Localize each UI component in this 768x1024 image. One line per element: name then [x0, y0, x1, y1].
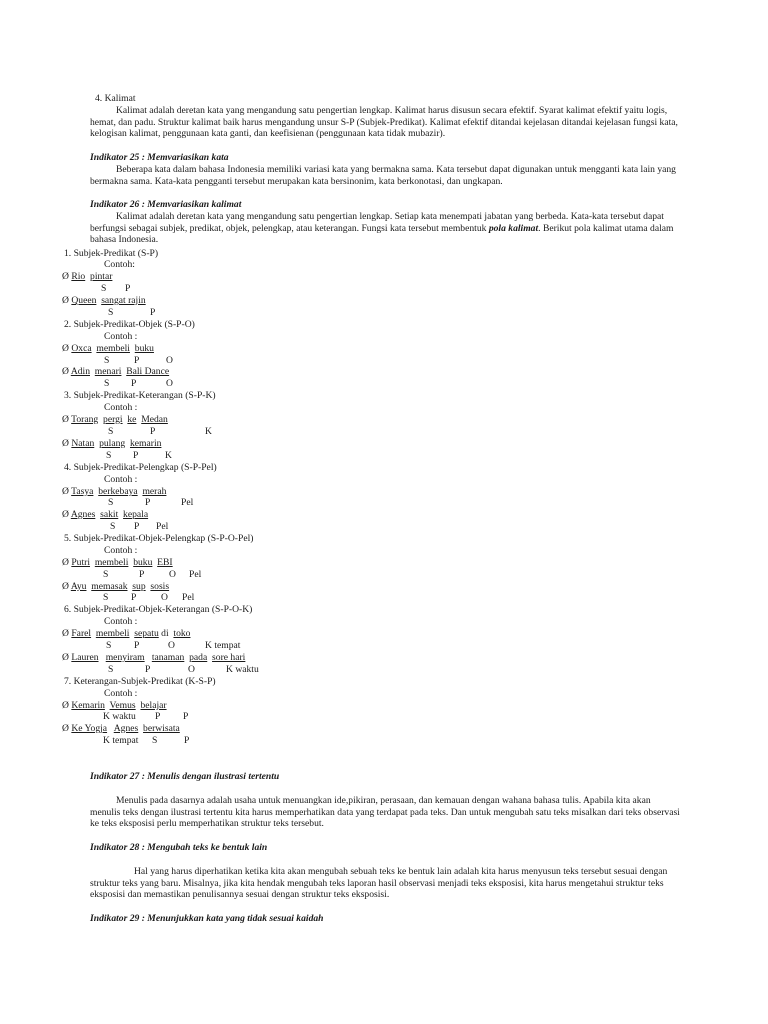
example-word: Torang: [71, 414, 99, 425]
label-p: P: [134, 355, 140, 366]
label-p: P: [155, 711, 161, 722]
bullet-icon: Ø: [62, 366, 69, 377]
bullet-icon: Ø: [62, 557, 69, 568]
bullet-icon: Ø: [62, 438, 69, 449]
bullet-icon: Ø: [62, 723, 69, 734]
example-word: tanaman: [151, 652, 185, 663]
label-s: S: [103, 569, 109, 580]
example-row: [62, 438, 161, 450]
bullet-icon: Ø: [62, 295, 69, 306]
example-word: menari: [94, 366, 122, 377]
example-word: Vemus: [109, 700, 136, 711]
example-row: [62, 557, 173, 569]
contoh-label: Contoh :: [104, 616, 138, 627]
label-o: O: [169, 569, 176, 580]
paragraph-text-a: Kalimat adalah deretan kata yang mengandung satu pengertian lengkap. Setiap kata menempati jabatan yang berbeda. Kata-kata tersebut dapat berfungsi sebagai subjek, predikat, objek, pelengkap, atau keterangan. Fungsi kata tersebut membentuk: [90, 211, 664, 234]
contoh-label: Contoh :: [104, 402, 138, 413]
label-s: S: [106, 640, 112, 651]
example-word: buku: [134, 343, 154, 354]
indikator-27-paragraph: Menulis pada dasarnya adalah usaha untuk menuangkan ide,pikiran, perasaan, dan kemauan dengan wahana bahasa tulis. Apabila kita akan menulis teks dengan ilustrasi tertentu kita harus memperhatikan data yang terdapat pada teks. Dan untuk mengubah satu teks misalkan dari teks observasi ke teks eksposisi perlu memperhatikan struktur teks tersebut.: [90, 795, 680, 830]
contoh-label: Contoh :: [104, 474, 138, 485]
indikator-25-title: Indikator 25 : Memvariasikan kata: [90, 152, 229, 163]
indikator-25-paragraph: Beberapa kata dalam bahasa Indonesia memiliki variasi kata yang bermakna sama. Kata tersebut dapat digunakan untuk mengganti kata lain yang bermakna sama. Kata-kata pengganti tersebut merupakan kata bersinonim, kata berkonotasi, dan ungkapan.: [90, 164, 676, 187]
example-row: [62, 271, 112, 283]
label-s: S: [108, 497, 114, 508]
label-p: P: [131, 592, 137, 603]
example-word: kepala: [123, 509, 149, 520]
example-word: Lauren: [71, 652, 99, 663]
label-s: S: [104, 378, 110, 389]
example-word: Ayu: [70, 581, 87, 592]
example-word: Kemarin: [71, 700, 105, 711]
contoh-label: Contoh :: [104, 545, 138, 556]
label-p: P: [183, 711, 189, 722]
example-row: [62, 652, 245, 664]
example-word: sosis: [150, 581, 170, 592]
example-word: buku: [133, 557, 153, 568]
indikator-27-title: Indikator 27 : Menulis dengan ilustrasi tertentu: [90, 771, 280, 782]
label-s: S: [108, 426, 114, 437]
label-o: O: [166, 378, 173, 389]
indikator-29-title: Indikator 29 : Menunjukkan kata yang tidak sesuai kaidah: [90, 913, 324, 924]
example-word: sup: [132, 581, 146, 592]
example-word: Rio: [71, 271, 86, 282]
pattern-4-heading: 4. Subjek-Predikat-Pelengkap (S-P-Pel): [64, 462, 217, 473]
label-p: P: [133, 450, 139, 461]
label-p: P: [134, 640, 140, 651]
label-o: O: [166, 355, 173, 366]
example-row: [62, 581, 169, 593]
label-p: P: [150, 426, 156, 437]
example-word: memasak: [91, 581, 128, 592]
indikator-28-title: Indikator 28 : Mengubah teks ke bentuk lain: [90, 842, 268, 853]
example-row: [62, 509, 148, 521]
label-s: S: [108, 664, 114, 675]
label-o: O: [188, 664, 195, 675]
example-word: membeli: [95, 628, 130, 639]
pola-kalimat-emphasis: pola kalimat: [488, 222, 539, 234]
example-word: membeli: [94, 557, 129, 568]
example-word: EBI: [157, 557, 173, 568]
example-row: [62, 628, 190, 640]
example-row: [62, 723, 180, 735]
example-word: ke: [127, 414, 137, 425]
bullet-icon: Ø: [62, 700, 69, 711]
label-p: P: [125, 283, 131, 294]
label-s: S: [101, 283, 107, 294]
paragraph-kalimat: Kalimat adalah deretan kata yang mengandung satu pengertian lengkap. Kalimat harus disusun secara efektif. Syarat kalimat efektif yaitu logis, hemat, dan padu. Struktur kalimat baik harus mengandung unsur S-P (Subjek-Predikat). Kalimat efektif ditandai kejelasan ditandai kejelasan fungsi kata, kelogisan kalimat, penggunaan kata ganti, dan keefisienan (penggunaan kata tidak mubazir).: [90, 105, 678, 140]
bullet-icon: Ø: [62, 628, 69, 639]
example-row: [62, 700, 167, 712]
indikator-26-paragraph: [90, 211, 680, 246]
bullet-icon: Ø: [62, 652, 69, 663]
label-k-tempat: K tempat: [103, 735, 139, 746]
example-row: [62, 414, 168, 426]
label-p: P: [150, 307, 156, 318]
example-word: Ke Yogja: [71, 723, 108, 734]
paragraph-text-b: . Berikut pola kalimat utama dalam bahasa Indonesia.: [90, 222, 674, 246]
example-word: belajar: [140, 700, 167, 711]
example-word: pada: [189, 652, 208, 663]
example-word: membeli: [96, 343, 130, 354]
label-p: P: [145, 664, 151, 675]
label-k: K: [165, 450, 172, 461]
contoh-label: Contoh :: [104, 331, 138, 342]
example-word: kemarin: [129, 438, 162, 449]
example-word: Bali Dance: [126, 366, 170, 377]
label-k: K: [205, 426, 212, 437]
label-p: P: [131, 378, 137, 389]
bullet-icon: Ø: [62, 343, 69, 354]
pattern-7-heading: 7. Keterangan-Subjek-Predikat (K-S-P): [64, 676, 216, 687]
example-word: Agnes: [70, 509, 96, 520]
contoh-label: Contoh:: [104, 259, 135, 270]
label-o: O: [161, 592, 168, 603]
example-word: Natan: [71, 438, 95, 449]
section-heading-kalimat: 4. Kalimat: [95, 93, 136, 104]
example-word: Adin: [70, 366, 90, 377]
bullet-icon: Ø: [62, 414, 69, 425]
example-word: pulang: [99, 438, 126, 449]
pattern-5-heading: 5. Subjek-Predikat-Objek-Pelengkap (S-P-O-Pel): [64, 533, 254, 544]
example-word: berkebaya: [98, 486, 138, 497]
label-o: O: [168, 640, 175, 651]
label-s: S: [106, 450, 112, 461]
bullet-icon: Ø: [62, 271, 69, 282]
bullet-icon: Ø: [62, 486, 69, 497]
indikator-26-title: Indikator 26 : Memvariasikan kalimat: [90, 199, 242, 210]
pattern-6-heading: 6. Subjek-Predikat-Objek-Keterangan (S-P-O-K): [64, 604, 253, 615]
example-word: pergi: [103, 414, 123, 425]
pattern-2-heading: 2. Subjek-Predikat-Objek (S-P-O): [64, 319, 195, 330]
example-word: sepatu: [134, 628, 159, 639]
example-word: Tasya: [71, 486, 94, 497]
example-word: Queen: [71, 295, 97, 306]
example-word: di: [161, 628, 169, 639]
label-s: S: [104, 355, 110, 366]
example-row: [62, 295, 146, 307]
example-word: Farel: [71, 628, 92, 639]
label-s: S: [152, 735, 158, 746]
label-s: S: [108, 307, 114, 318]
example-word: berwisata: [143, 723, 180, 734]
label-pel: Pel: [181, 497, 194, 508]
example-word: Agnes: [113, 723, 139, 734]
label-p: P: [134, 521, 140, 532]
label-k-waktu: K waktu: [226, 664, 259, 675]
example-word: menyiram: [105, 652, 145, 663]
pattern-1-heading: 1. Subjek-Predikat (S-P): [64, 248, 159, 259]
label-p: P: [145, 497, 151, 508]
indikator-28-paragraph: Hal yang harus diperhatikan ketika kita akan mengubah sebuah teks ke bentuk lain adalah kita harus menyusun teks tersebut sesuai dengan struktur teks yang baru. Misalnya, jika kita hendak mengubah teks laporan hasil observasi menjadi teks eksposisi, kita harus mengetahui struktur teks eksposisi dan memastikan penulisannya sesuai dengan struktur teks eksposisi.: [90, 866, 668, 901]
example-word: Oxca: [71, 343, 92, 354]
label-pel: Pel: [182, 592, 195, 603]
example-word: Medan: [141, 414, 168, 425]
label-s: S: [110, 521, 116, 532]
example-word: pintar: [90, 271, 113, 282]
label-p: P: [184, 735, 190, 746]
label-pel: Pel: [156, 521, 169, 532]
example-row: [62, 486, 166, 498]
example-row: [62, 366, 169, 378]
example-word: merah: [142, 486, 167, 497]
example-word: toko: [173, 628, 191, 639]
example-word: Putri: [71, 557, 91, 568]
example-word: sore hari: [212, 652, 246, 663]
label-k-tempat: K tempat: [205, 640, 241, 651]
label-pel: Pel: [189, 569, 202, 580]
label-s: S: [103, 592, 109, 603]
contoh-label: Contoh :: [104, 688, 138, 699]
example-word: sakit: [100, 509, 119, 520]
example-word: sangat rajin: [101, 295, 146, 306]
example-row: [62, 343, 154, 355]
label-k-waktu: K waktu: [103, 711, 136, 722]
bullet-icon: Ø: [62, 509, 69, 520]
label-p: P: [139, 569, 145, 580]
bullet-icon: Ø: [62, 581, 69, 592]
pattern-3-heading: 3. Subjek-Predikat-Keterangan (S-P-K): [64, 390, 216, 401]
